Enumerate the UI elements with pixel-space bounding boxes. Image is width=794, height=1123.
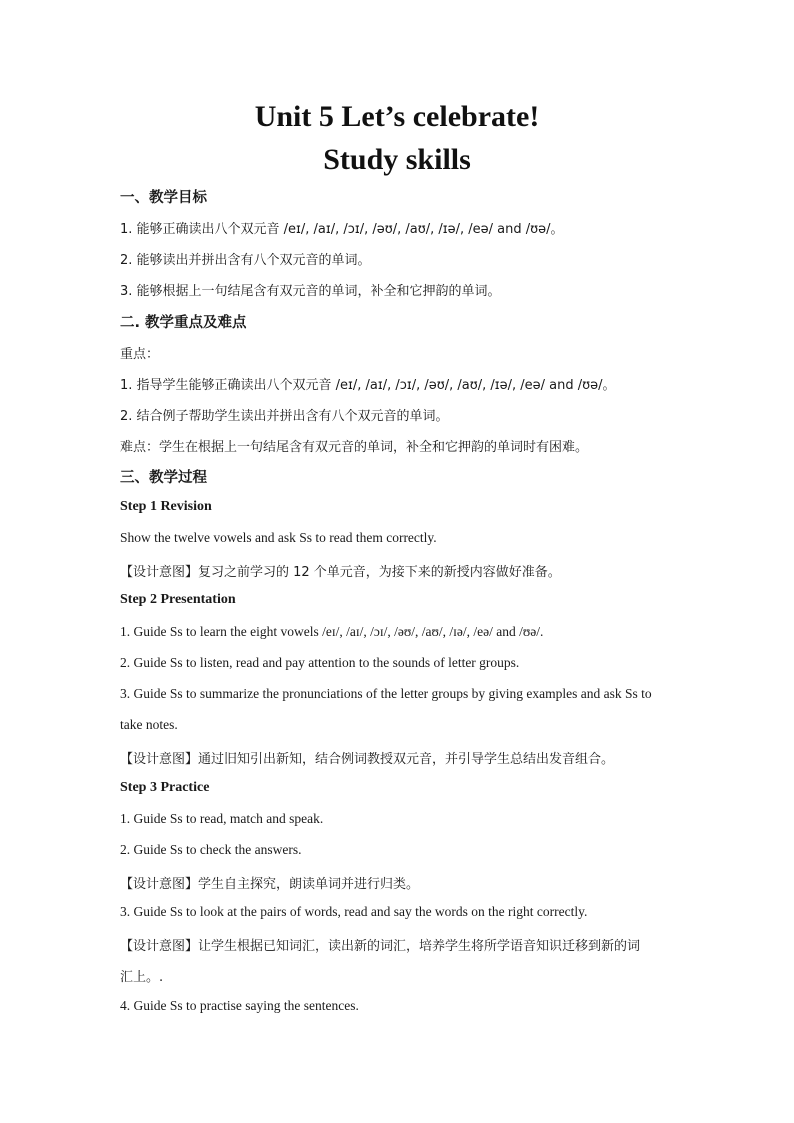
goal-item: 3. 能够根据上一句结尾含有双元音的单词，补全和它押韵的单词。 — [120, 284, 501, 299]
design-intent: 【设计意图】复习之前学习的 12 个单元音，为接下来的新授内容做好准备。 — [120, 565, 561, 580]
step-item: 1. Guide Ss to read, match and speak. — [120, 811, 324, 826]
step-item: 2. Guide Ss to listen, read and pay attention to the sounds of letter groups. — [120, 655, 520, 670]
goal-item: 1. 能够正确读出八个双元音 /eɪ/, /aɪ/, /ɔɪ/, /əʊ/, /aʊ/, /ɪə/, /eə/ and /ʊə/。 — [120, 222, 564, 237]
key-points-label: 重点： — [120, 347, 160, 362]
step-text: Show the twelve vowels and ask Ss to read them correctly. — [120, 530, 437, 545]
step-item: 1. Guide Ss to learn the eight vowels /eɪ/, /aɪ/, /ɔɪ/, /əʊ/, /aʊ/, /ɪə/, /eə/ and /ʊə/. — [120, 624, 544, 639]
key-point-item: 2. 结合例子帮助学生读出并拼出含有八个双元音的单词。 — [120, 409, 449, 424]
step-item: 3. Guide Ss to look at the pairs of words, read and say the words on the right correctly. — [120, 904, 588, 919]
key-point-item: 1. 指导学生能够正确读出八个双元音 /eɪ/, /aɪ/, /ɔɪ/, /əʊ/, /aʊ/, /ɪə/, /eə/ and /ʊə/。 — [120, 378, 616, 393]
step-heading: Step 3 Practice — [120, 780, 210, 795]
step-item-continued: take notes. — [120, 717, 178, 732]
step-item: 2. Guide Ss to check the answers. — [120, 842, 302, 857]
step-heading: Step 1 Revision — [120, 499, 212, 514]
section-heading-goals: 一、教学目标 — [120, 190, 207, 206]
difficulty-text: 难点：学生在根据上一句结尾含有双元音的单词，补全和它押韵的单词时有困难。 — [120, 440, 589, 455]
section-heading-key-points: 二. 教学重点及难点 — [120, 315, 247, 331]
design-intent-continued: 汇上。. — [120, 970, 164, 985]
goal-item: 2. 能够读出并拼出含有八个双元音的单词。 — [120, 253, 371, 268]
document-title: Unit 5 Let’s celebrate! — [254, 100, 540, 133]
step-item: 3. Guide Ss to summarize the pronunciations of the letter groups by giving examples and ask Ss to — [120, 686, 652, 701]
step-heading: Step 2 Presentation — [120, 592, 236, 607]
step-item: 4. Guide Ss to practise saying the sentences. — [120, 998, 359, 1013]
document-subtitle: Study skills — [323, 143, 471, 176]
design-intent: 【设计意图】让学生根据已知词汇，读出新的词汇，培养学生将所学语音知识迁移到新的词 — [120, 939, 641, 954]
design-intent: 【设计意图】通过旧知引出新知，结合例词教授双元音，并引导学生总结出发音组合。 — [120, 752, 615, 767]
design-intent: 【设计意图】学生自主探究，朗读单词并进行归类。 — [120, 877, 420, 892]
section-heading-process: 三、教学过程 — [120, 470, 207, 486]
